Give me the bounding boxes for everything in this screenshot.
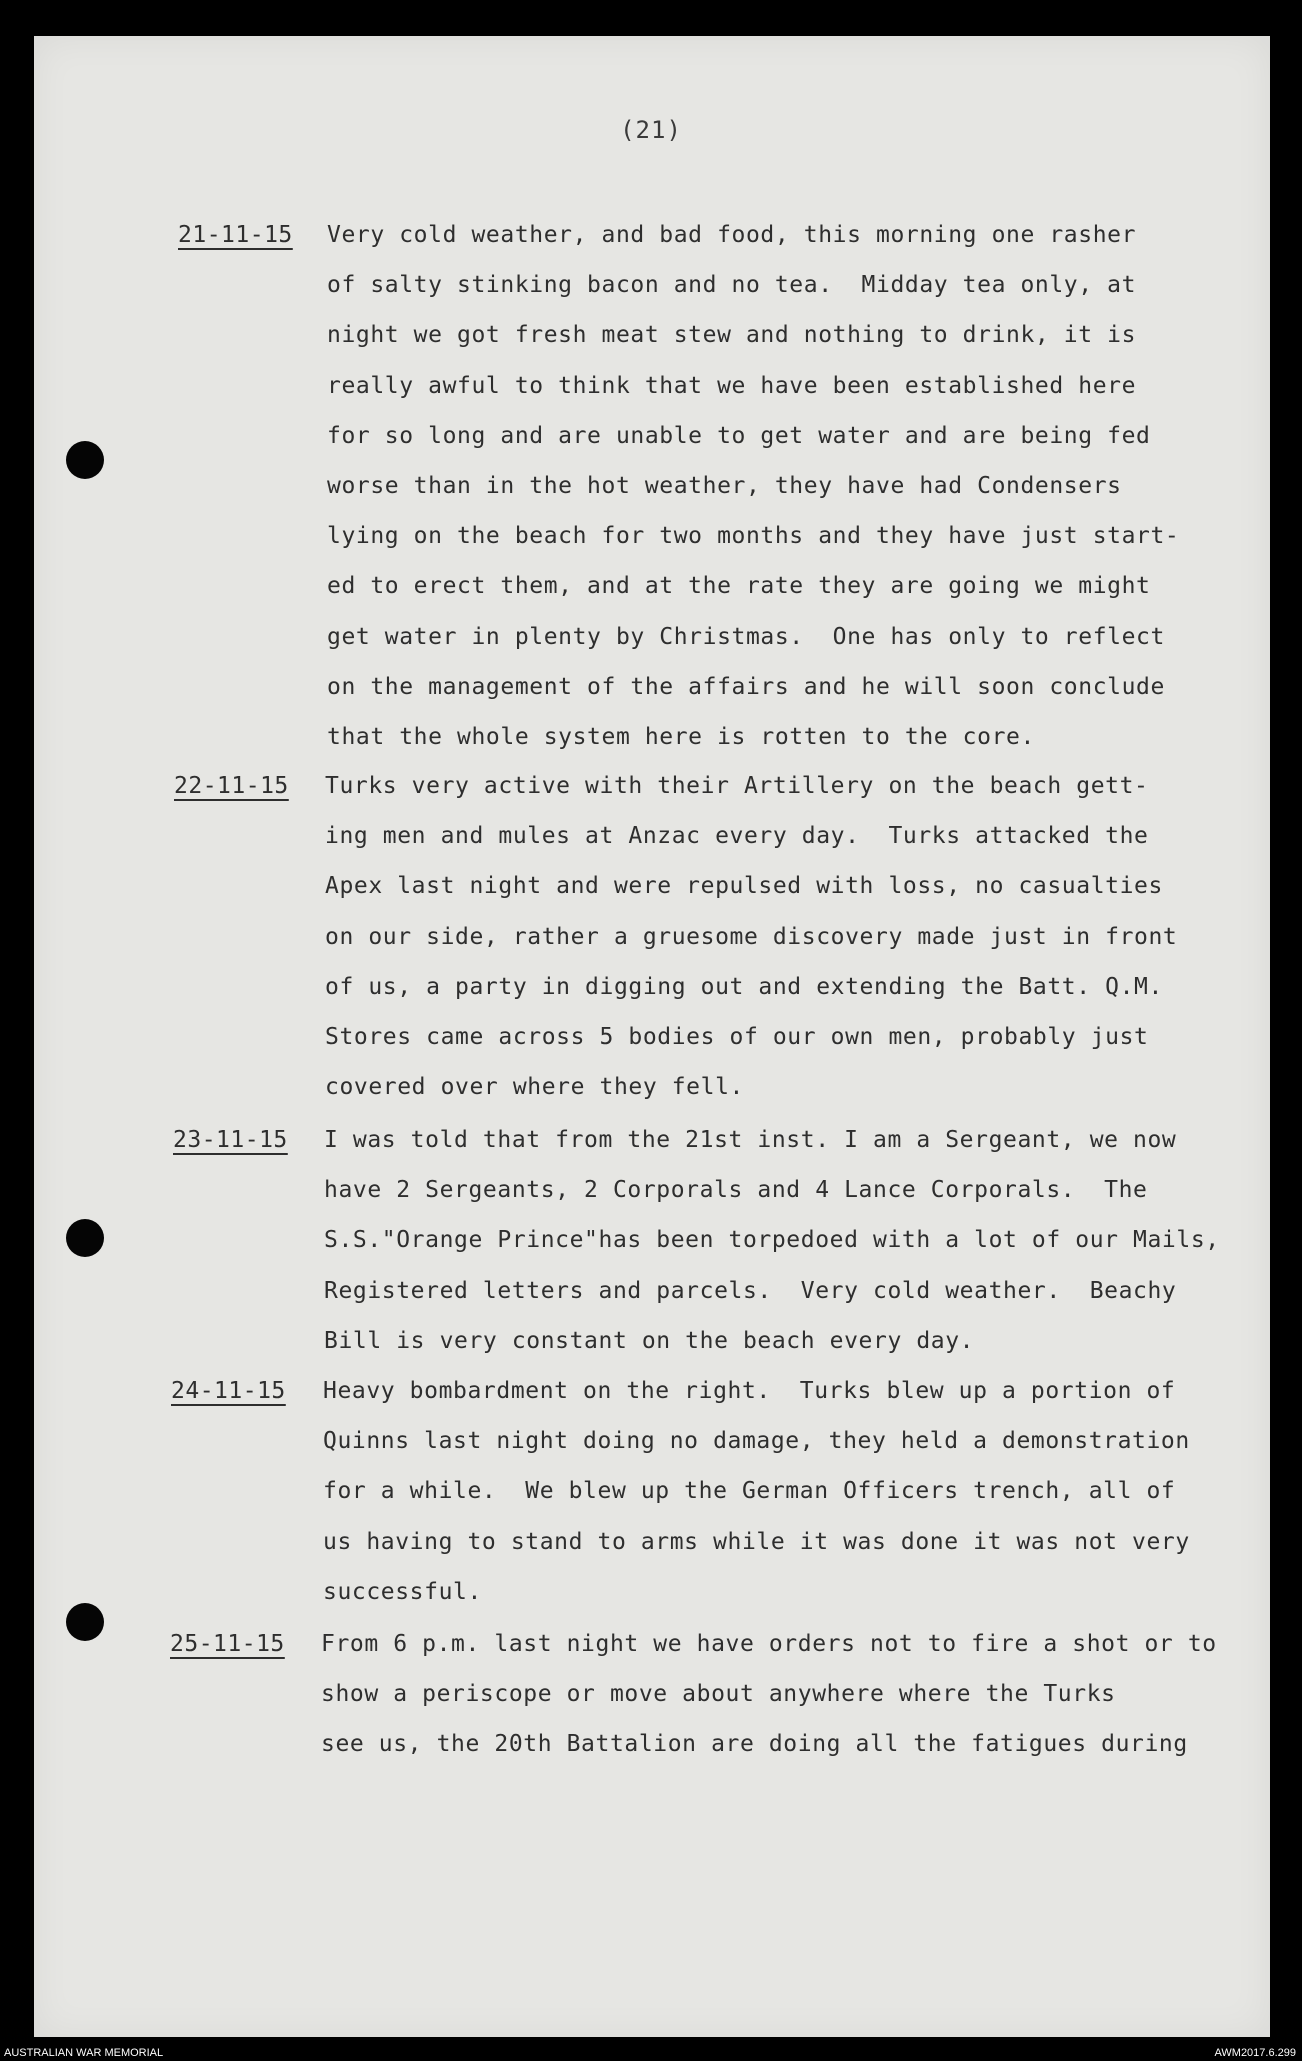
entry-text-line: on the management of the affairs and he will soon conclude [327,673,1165,700]
entry-text-line: Turks very active with their Artillery on the beach gett- [325,773,1149,799]
entry-date: 21-11-15 [178,222,293,248]
entry-text-line: for so long and are unable to get water and are being fed [327,422,1151,449]
entry-text-line: Very cold weather, and bad food, this morning one rasher [327,222,1137,248]
entry-text-line: Apex last night and were repulsed with loss, no casualties [325,873,1163,900]
entry-text-line: show a periscope or move about anywhere where the Turks [321,1681,1116,1708]
entry-text-line: S.S."Orange Prince"has been torpedoed with a lot of our Mails, [324,1227,1220,1254]
entry-text-line: us having to stand to arms while it was done it was not very [323,1528,1190,1555]
footer-reference: AWM2017.6.299 [1214,2047,1296,2059]
entry-text-line: Heavy bombardment on the right. Turks blew up a portion of [323,1378,1176,1404]
entry-date: 23-11-15 [173,1127,288,1153]
entry-date: 24-11-15 [171,1378,286,1404]
entry-text-line: that the whole system here is rotten to the core. [327,724,1035,750]
entry-text-line: ed to erect them, and at the rate they are going we might [327,573,1151,600]
entry-text-line: get water in plenty by Christmas. One has only to reflect [327,623,1165,650]
entry-text-line: Quinns last night doing no damage, they held a demonstration [323,1428,1190,1455]
entry-text-line: From 6 p.m. last night we have orders not to fire a shot or to [321,1631,1217,1657]
entry-text-line: of us, a party in digging out and extending the Batt. Q.M. [325,973,1163,1000]
entry-date: 25-11-15 [170,1631,285,1657]
entry-text-line: successful. [323,1578,482,1605]
entry-text-line: Registered letters and parcels. Very cold weather. Beachy [324,1277,1177,1304]
entry-text-line: worse than in the hot weather, they have had Condensers [327,473,1122,499]
punch-hole [66,1219,104,1257]
punch-hole [66,1603,104,1641]
entry-text-line: covered over where they fell. [325,1074,744,1101]
entry-text-line: I was told that from the 21st inst. I am a Sergeant, we now [324,1127,1177,1153]
footer-institution: AUSTRALIAN WAR MEMORIAL [4,2047,164,2059]
entry-text-line: Stores came across 5 bodies of our own men, probably just [325,1024,1149,1050]
entry-text-line: lying on the beach for two months and they have just start- [327,523,1180,550]
entry-text-line: Bill is very constant on the beach every day. [324,1327,975,1354]
entry-text-line: have 2 Sergeants, 2 Corporals and 4 Lance Corporals. The [324,1177,1148,1204]
punch-hole [66,441,104,479]
entry-text-line: really awful to think that we have been established here [327,372,1137,399]
entry-text-line: of salty stinking bacon and no tea. Midday tea only, at [327,272,1137,299]
entry-text-line: on our side, rather a gruesome discovery made just in front [325,923,1178,950]
entry-text-line: ing men and mules at Anzac every day. Turks attacked the [325,823,1149,850]
entry-text-line: see us, the 20th Battalion are doing all the fatigues during [321,1731,1188,1758]
entry-text-line: night we got fresh meat stew and nothing to drink, it is [327,322,1137,349]
entry-text-line: for a while. We blew up the German Officers trench, all of [323,1478,1176,1505]
page-number: (21) [620,116,682,144]
entry-date: 22-11-15 [174,773,289,799]
